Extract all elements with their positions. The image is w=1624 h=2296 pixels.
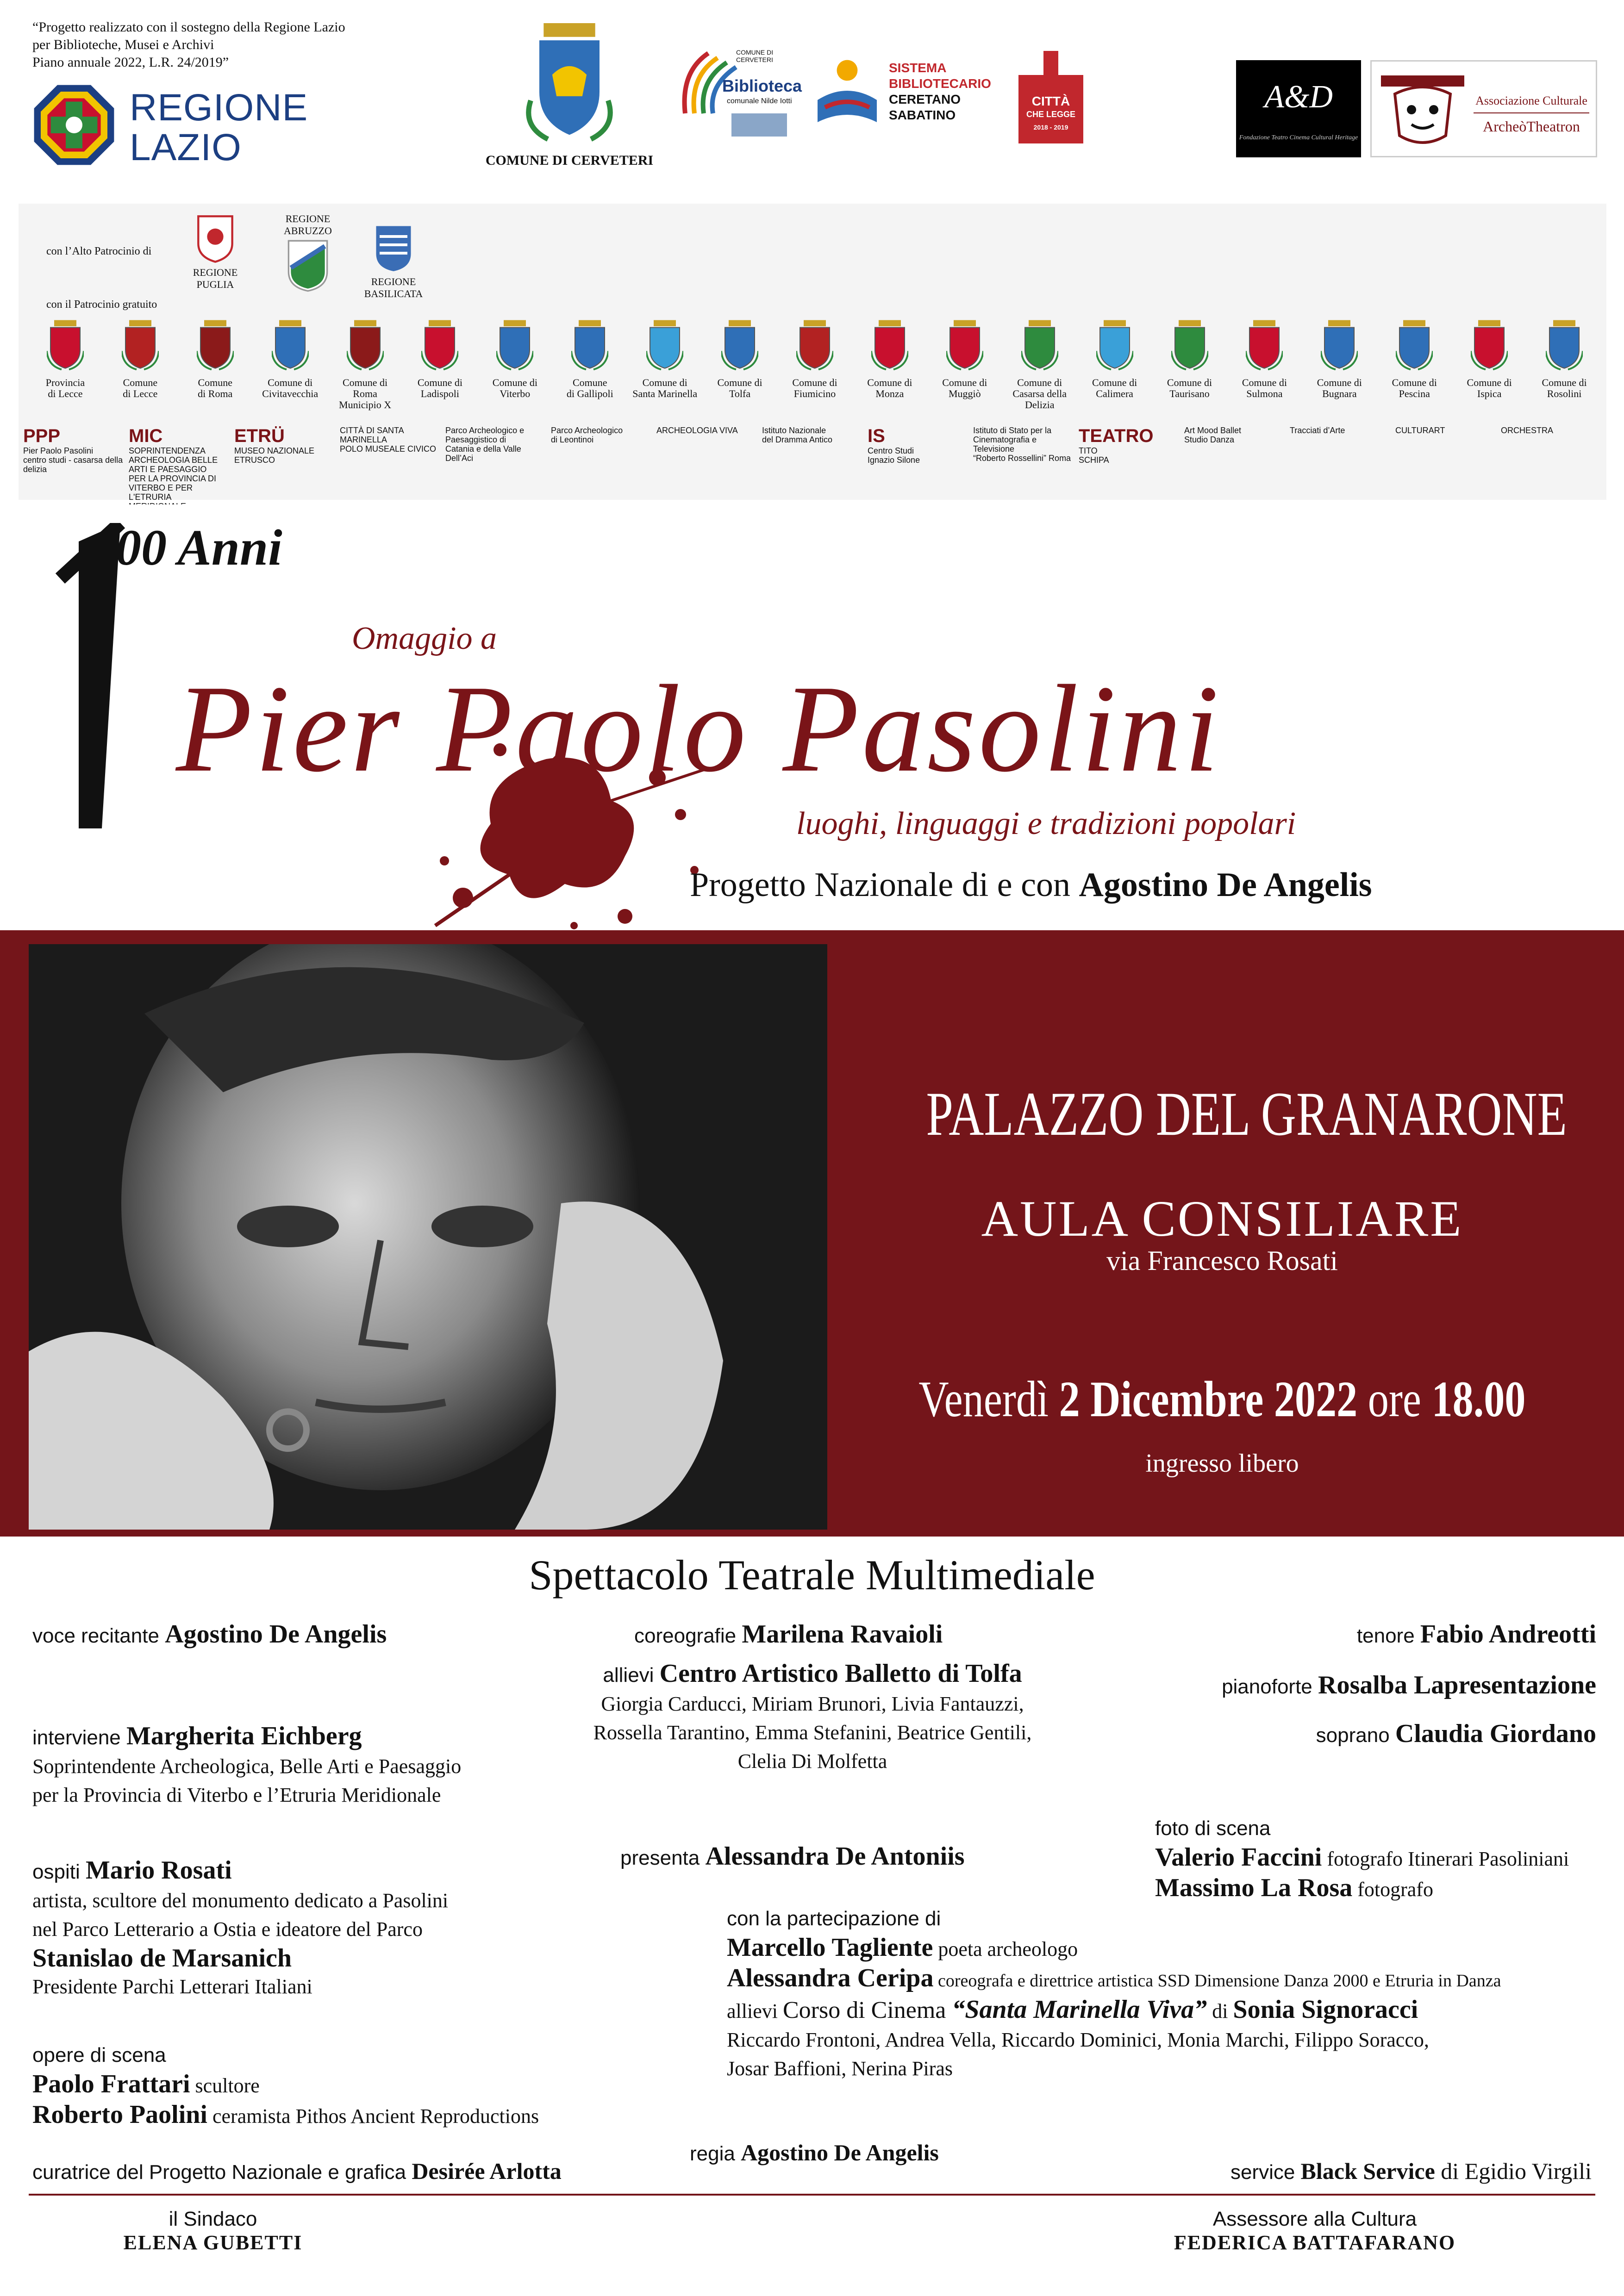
comune-cerveteri-logo bbox=[463, 19, 676, 171]
comune-line-1: Comune di bbox=[268, 377, 313, 388]
part3-name: Sonia Signoracci bbox=[1233, 1995, 1418, 2024]
institution-sub: Tracciati d’Arte bbox=[1290, 426, 1345, 435]
soprano-name: Claudia Giordano bbox=[1395, 1719, 1596, 1748]
comune-line-2: Pescina bbox=[1399, 388, 1430, 399]
date-ore: ore bbox=[1357, 1371, 1432, 1427]
comune-line-2: Calimera bbox=[1096, 388, 1133, 399]
cerveteri-crest-icon bbox=[525, 23, 613, 143]
ospiti-role: ospiti bbox=[32, 1860, 86, 1883]
foto1-desc: fotografo Itinerari Pasoliniani bbox=[1322, 1848, 1569, 1870]
comune-crest-icon bbox=[347, 319, 384, 370]
comune-crest-icon bbox=[721, 319, 758, 370]
sindaco-title: il Sindaco bbox=[169, 2208, 257, 2230]
credit-line-1: “Progetto realizzato con il sostegno della Regione Lazio bbox=[32, 19, 345, 35]
institution-sub2: Studio Danza bbox=[1184, 435, 1235, 444]
comune-line-2: Sulmona bbox=[1246, 388, 1283, 399]
comune-badge bbox=[31, 319, 100, 399]
institution-sub: Istituto di Stato per la Cinematografia e Televisione bbox=[973, 426, 1052, 454]
credit-voce bbox=[32, 1620, 387, 1650]
comune-badge bbox=[1530, 319, 1599, 399]
credit-foto bbox=[1155, 1814, 1569, 1904]
comune-crest-icon bbox=[47, 319, 84, 370]
progetto-author: Agostino De Angelis bbox=[1079, 866, 1372, 904]
comune-line-1: Comune di bbox=[1242, 377, 1287, 388]
institution-sub2: “Roberto Rossellini” Roma bbox=[973, 454, 1071, 463]
biblioteca-top-label: COMUNE DI CERVETERI bbox=[736, 49, 774, 63]
opere-role: opere di scena bbox=[32, 2044, 166, 2066]
comune-badge bbox=[181, 319, 250, 399]
venue-palazzo: PALAZZO DEL GRANARONE bbox=[926, 1080, 1567, 1149]
piano-role: pianoforte bbox=[1222, 1675, 1318, 1698]
comune-line-1: Comune di bbox=[492, 377, 537, 388]
institution-sub: ARCHEOLOGIA VIVA bbox=[656, 426, 738, 435]
patrocinio-gratuito-label: con il Patrocinio gratuito bbox=[46, 299, 157, 311]
comune-line-2: Ladispoli bbox=[420, 388, 460, 399]
institution-logo bbox=[973, 426, 1073, 486]
abruzzo-crest-icon bbox=[285, 237, 331, 292]
institution-title: IS bbox=[868, 426, 885, 446]
institution-sub2: di Leontinoi bbox=[551, 435, 594, 444]
biblioteca-name: Biblioteca bbox=[722, 76, 802, 95]
institution-sub2: PER LA PROVINCIA DI VITERBO E PER L'ETRURIA bbox=[129, 474, 217, 502]
comune-badge bbox=[555, 319, 625, 399]
comune-line-2: Santa Marinella bbox=[632, 388, 698, 399]
institution-logo bbox=[868, 426, 968, 486]
comune-line-1: Comune bbox=[123, 377, 158, 388]
credit-ospiti bbox=[32, 1856, 448, 2001]
comune-line-2: Monza bbox=[875, 388, 904, 399]
interviene-role: interviene bbox=[32, 1726, 127, 1749]
comune-crest-icon bbox=[1021, 319, 1058, 370]
comune-badge bbox=[331, 319, 400, 411]
institution-sub: CULTURART bbox=[1395, 426, 1445, 435]
comune-cerveteri-label: COMUNE DI CERVETERI bbox=[485, 153, 654, 168]
part3-list-2: Josar Baffioni, Nerina Piras bbox=[727, 2057, 953, 2080]
archeo-line-2: ArcheòTheatron bbox=[1483, 118, 1580, 135]
comune-line-1: Comune di bbox=[1017, 377, 1062, 388]
institution-logo bbox=[762, 426, 862, 486]
comune-crest-icon bbox=[1246, 319, 1283, 370]
foto2-desc: fotografo bbox=[1352, 1878, 1433, 1901]
comune-line-1: Comune di bbox=[1392, 377, 1437, 388]
institution-logo bbox=[1079, 426, 1179, 486]
institutions-row bbox=[23, 426, 1606, 502]
institution-title: ETRÜ bbox=[234, 426, 285, 446]
comune-line-2: Rosolini bbox=[1547, 388, 1582, 399]
allievi-name: Centro Artistico Balletto di Tolfa bbox=[659, 1659, 1022, 1688]
comune-line-2: di Roma bbox=[198, 388, 233, 399]
subtitle: luoghi, linguaggi e tradizioni popolari bbox=[796, 806, 1296, 841]
archeo-divider bbox=[1474, 112, 1589, 113]
service-role: service bbox=[1230, 2161, 1301, 2184]
comune-crest-icon bbox=[1096, 319, 1133, 370]
comune-line-2: Tolfa bbox=[729, 388, 751, 399]
theatre-mask-icon bbox=[1376, 71, 1469, 149]
biblioteca-logo bbox=[676, 44, 802, 146]
institution-sub: Istituto Nazionale bbox=[762, 426, 826, 435]
part3-di: di bbox=[1207, 2000, 1233, 2022]
ad-foundation-logo bbox=[1236, 60, 1361, 157]
opere2-name: Roberto Paolini bbox=[32, 2100, 207, 2129]
regione-lazio-emblem-icon bbox=[32, 83, 116, 167]
progetto-prefix: Progetto Nazionale di e con bbox=[690, 866, 1079, 904]
voce-role: voce recitante bbox=[32, 1624, 165, 1647]
comune-crest-icon bbox=[646, 319, 683, 370]
bottom-divider bbox=[29, 2194, 1595, 2196]
institution-logo bbox=[445, 426, 545, 486]
comune-badge bbox=[1380, 319, 1449, 399]
part2-name: Alessandra Ceripa bbox=[727, 1964, 934, 1992]
progetto-line bbox=[690, 865, 1372, 905]
institution-logo bbox=[23, 426, 123, 486]
comune-badge bbox=[256, 319, 325, 399]
comune-badge bbox=[630, 319, 700, 399]
archeo-line-1: Associazione Culturale bbox=[1475, 94, 1587, 107]
institution-logo bbox=[340, 426, 440, 486]
citta-years: 2018 - 2019 bbox=[1033, 124, 1068, 131]
comune-line-1: Comune bbox=[573, 377, 607, 388]
allievi-list-3: Clelia Di Molfetta bbox=[737, 1750, 887, 1773]
comune-line-1: Comune di bbox=[717, 377, 762, 388]
partecipazione-role: con la partecipazione di bbox=[727, 1907, 941, 1930]
comune-badge bbox=[480, 319, 550, 399]
institution-logo bbox=[1395, 426, 1495, 486]
comune-line-1: Comune di bbox=[867, 377, 912, 388]
comune-crest-icon bbox=[496, 319, 533, 370]
opere2-desc: ceramista Pithos Ancient Reproductions bbox=[207, 2105, 539, 2128]
ad-initials: A&D bbox=[1264, 79, 1333, 115]
event-date bbox=[911, 1370, 1534, 1429]
comune-badge bbox=[780, 319, 849, 399]
part3-course: Corso di Cinema bbox=[782, 1997, 952, 2023]
comune-badge bbox=[1005, 319, 1074, 411]
biblioteca-sub: comunale Nilde Iotti bbox=[727, 97, 792, 105]
foto1-name: Valerio Faccini bbox=[1155, 1843, 1322, 1872]
comune-line-1: Comune di bbox=[942, 377, 987, 388]
regione-lazio-name bbox=[130, 88, 308, 168]
comune-line-1: Comune di bbox=[792, 377, 837, 388]
allievi-list-2: Rossella Tarantino, Emma Stefanini, Beatrice Gentili, bbox=[593, 1721, 1032, 1744]
comune-badge bbox=[930, 319, 999, 399]
regia-role: regia bbox=[690, 2142, 741, 2165]
comune-crest-icon bbox=[1396, 319, 1433, 370]
comune-badge bbox=[1230, 319, 1299, 399]
pasolini-title: Pier Paolo Pasolini bbox=[176, 660, 1222, 798]
service-desc: di Egidio Virgili bbox=[1435, 2158, 1592, 2184]
comune-line-2: di Lecce bbox=[48, 388, 83, 399]
sindaco-name: ELENA GUBETTI bbox=[123, 2231, 303, 2254]
signature-sindaco bbox=[83, 2208, 343, 2254]
allievi-list-1: Giorgia Carducci, Miriam Brunori, Livia Fantauzzi, bbox=[601, 1692, 1024, 1715]
interviene-desc-1: Soprintendente Archeologica, Belle Arti e Paesaggio bbox=[32, 1755, 462, 1778]
part3-list-1: Riccardo Frontoni, Andrea Vella, Riccardo Dominici, Monia Marchi, Filippo Soracco, bbox=[727, 2028, 1429, 2051]
pasolini-portrait-photo bbox=[29, 944, 827, 1530]
book-person-icon bbox=[810, 56, 884, 130]
institution-sub2: centro studi - casarsa della delizia bbox=[23, 455, 123, 474]
comune-crest-icon bbox=[571, 319, 608, 370]
institution-sub: SOPRINTENDENZA ARCHEOLOGIA BELLE ARTI E PAESAGGIO bbox=[129, 446, 218, 474]
credit-tenore bbox=[1357, 1620, 1596, 1650]
sistema-line-4: SABATINO bbox=[889, 108, 956, 122]
comune-badge bbox=[405, 319, 475, 399]
institution-logo bbox=[234, 426, 334, 486]
institution-sub: CITTÀ DI SANTA MARINELLA bbox=[340, 426, 404, 444]
comune-line-1: Comune di Roma bbox=[342, 377, 388, 399]
comune-line-2: Taurisano bbox=[1169, 388, 1210, 399]
institution-logo bbox=[551, 426, 651, 486]
comune-crest-icon bbox=[1321, 319, 1358, 370]
opere1-desc: scultore bbox=[190, 2074, 260, 2097]
comune-line-2: Civitavecchia bbox=[262, 388, 319, 399]
institution-logo bbox=[656, 426, 756, 486]
ad-tagline: Fondazione Teatro Cinema Cultural Heritage bbox=[1239, 134, 1358, 141]
lazio-word: LAZIO bbox=[130, 126, 242, 168]
part1-name: Marcello Tagliente bbox=[727, 1933, 933, 1962]
institution-sub2: POLO MUSEALE CIVICO bbox=[340, 444, 437, 454]
comune-badge bbox=[1455, 319, 1524, 399]
comune-crest-icon bbox=[122, 319, 159, 370]
foto-role: foto di scena bbox=[1155, 1817, 1271, 1840]
alto-patrocinio-label: con l’Alto Patrocinio di bbox=[46, 245, 152, 257]
comune-line-2: Ispica bbox=[1477, 388, 1502, 399]
credit-presenta bbox=[620, 1842, 965, 1873]
ingresso-libero: ingresso libero bbox=[1145, 1449, 1299, 1478]
institution-sub: ORCHESTRA bbox=[1501, 426, 1554, 435]
institution-sub: MUSEO NAZIONALE ETRUSCO bbox=[234, 446, 315, 465]
institution-sub2: SCHIPA bbox=[1079, 455, 1109, 465]
archeo-banner: ARCHEOTHEATRON bbox=[1399, 70, 1444, 75]
comune-line-2: Municipio X bbox=[339, 399, 392, 411]
comune-line-2: di Lecce bbox=[123, 388, 158, 399]
omaggio-label: Omaggio a bbox=[352, 621, 497, 656]
date-day: Venerdì bbox=[918, 1371, 1059, 1427]
credit-regia bbox=[690, 2138, 939, 2168]
comune-badge bbox=[855, 319, 924, 399]
credit-pianoforte bbox=[1222, 1671, 1596, 1701]
comune-badge bbox=[106, 319, 175, 399]
comune-line-1: Provincia bbox=[45, 377, 85, 388]
comune-crest-icon bbox=[421, 319, 458, 370]
opere1-name: Paolo Frattari bbox=[32, 2070, 190, 2098]
credit-coreografie bbox=[634, 1620, 943, 1650]
part2-desc: coreografa e direttrice artistica SSD Dimensione Danza 2000 e Etruria in Danza bbox=[933, 1971, 1501, 1991]
comune-line-1: Comune di bbox=[1467, 377, 1512, 388]
part1-desc: poeta archeologo bbox=[933, 1938, 1078, 1960]
ospiti2-desc: Presidente Parchi Letterari Italiani bbox=[32, 1975, 312, 1998]
comune-crest-icon bbox=[1171, 319, 1208, 370]
ospiti-desc-2: nel Parco Letterario a Ostia e ideatore del Parco bbox=[32, 1918, 423, 1941]
credit-partecipazione bbox=[727, 1904, 1501, 2083]
basilicata-crest-icon bbox=[373, 222, 414, 273]
assessore-name: FEDERICA BATTAFARANO bbox=[1174, 2231, 1456, 2254]
portrait-image bbox=[29, 944, 827, 1530]
credit-line-3: Piano annuale 2022, L.R. 24/2019” bbox=[32, 55, 229, 70]
comune-line-1: Comune di bbox=[417, 377, 463, 388]
puglia-crest-icon bbox=[194, 213, 236, 264]
piano-name: Rosalba Lapresentazione bbox=[1318, 1671, 1596, 1699]
comune-crest-icon bbox=[871, 319, 908, 370]
institution-logo bbox=[1290, 426, 1390, 486]
presenta-role: presenta bbox=[620, 1847, 706, 1869]
interviene-desc-2: per la Provincia di Viterbo e l’Etruria Meridionale bbox=[32, 1784, 441, 1806]
service-name: Black Service bbox=[1300, 2158, 1435, 2184]
comune-line-2: Muggiò bbox=[948, 388, 981, 399]
credit-curatrice bbox=[32, 2157, 562, 2187]
part3-title: “Santa Marinella Viva” bbox=[952, 1995, 1207, 2024]
part3-prefix: allievi bbox=[727, 2000, 783, 2022]
institution-sub: Pier Paolo Pasolini bbox=[23, 446, 94, 455]
institution-logo bbox=[129, 426, 229, 502]
comune-badge bbox=[1155, 319, 1224, 399]
comune-crest-icon bbox=[197, 319, 234, 370]
institution-title: PPP bbox=[23, 426, 61, 446]
venue-address: via Francesco Rosati bbox=[1106, 1245, 1338, 1276]
comune-badge bbox=[1080, 319, 1149, 399]
institution-sub2: del Dramma Antico bbox=[762, 435, 833, 444]
ospiti-name: Mario Rosati bbox=[85, 1856, 232, 1885]
venue-aula: AULA CONSILIARE bbox=[981, 1190, 1463, 1247]
comune-line-2: Viterbo bbox=[500, 388, 531, 399]
comune-line-1: Comune di bbox=[1542, 377, 1587, 388]
credit-soprano bbox=[1316, 1719, 1596, 1750]
comune-crest-icon bbox=[796, 319, 833, 370]
ospiti-desc-1: artista, scultore del monumento dedicato a Pasolini bbox=[32, 1889, 449, 1912]
institution-sub: TITO bbox=[1079, 446, 1098, 455]
comune-crest-icon bbox=[1471, 319, 1508, 370]
credit-line-2: per Biblioteche, Musei e Archivi bbox=[32, 37, 214, 52]
tenore-name: Fabio Andreotti bbox=[1420, 1620, 1596, 1649]
credit-service bbox=[1230, 2157, 1592, 2187]
presenta-name: Alessandra De Antoniis bbox=[705, 1842, 965, 1871]
comuni-patronage-row bbox=[28, 319, 1602, 421]
regione-basilicata-badge bbox=[361, 222, 426, 300]
citta-word: CITTÀ bbox=[1031, 94, 1070, 108]
comune-line-1: Comune bbox=[198, 377, 233, 388]
coreo-role: coreografie bbox=[634, 1624, 742, 1647]
regione-abruzzo-label: REGIONE ABRUZZO bbox=[284, 213, 332, 236]
institution-sub2: Catania e della Valle Dell’Aci bbox=[445, 444, 521, 463]
date-time: 18.00 bbox=[1431, 1371, 1526, 1427]
sistema-line-2: BIBLIOTECARIO bbox=[889, 76, 991, 91]
institution-title: TEATRO bbox=[1079, 426, 1154, 446]
regione-abruzzo-badge bbox=[273, 213, 343, 295]
regione-puglia-label: REGIONE PUGLIA bbox=[193, 267, 238, 290]
curatrice-name: Desirée Arlotta bbox=[412, 2158, 562, 2184]
regione-puglia-badge bbox=[185, 213, 245, 291]
institution-sub: Centro Studi bbox=[868, 446, 914, 455]
sistema-line-3: CERETANO bbox=[889, 92, 961, 106]
institution-sub: Art Mood Ballet bbox=[1184, 426, 1242, 435]
institution-title: MIC bbox=[129, 426, 163, 446]
regione-word: REGIONE bbox=[130, 87, 308, 129]
voce-name: Agostino De Angelis bbox=[165, 1620, 387, 1649]
sistema-line-1: SISTEMA bbox=[889, 61, 947, 75]
comune-line-1: Comune di bbox=[642, 377, 687, 388]
comune-line-2: di Gallipoli bbox=[566, 388, 613, 399]
allievi-role: allievi bbox=[603, 1664, 660, 1686]
comune-crest-icon bbox=[1546, 319, 1583, 370]
comune-badge bbox=[1305, 319, 1374, 399]
citta-che-legge-logo bbox=[1014, 51, 1088, 143]
institution-sub2: Ignazio Silone bbox=[868, 455, 920, 465]
tenore-role: tenore bbox=[1356, 1624, 1420, 1647]
interviene-name: Margherita Eichberg bbox=[126, 1722, 362, 1750]
comune-line-1: Comune di bbox=[1167, 377, 1212, 388]
show-heading: Spettacolo Teatrale Multimediale bbox=[529, 1551, 1095, 1599]
coreo-name: Marilena Ravaioli bbox=[742, 1620, 943, 1649]
regia-name: Agostino De Angelis bbox=[741, 2140, 939, 2165]
comune-crest-icon bbox=[946, 319, 983, 370]
institution-logo bbox=[1501, 426, 1601, 486]
comune-line-2: Casarsa della Delizia bbox=[1012, 388, 1067, 411]
sistema-bibliotecario-logo bbox=[810, 56, 991, 134]
credit-allievi bbox=[565, 1659, 1060, 1776]
assessore-title: Assessore alla Cultura bbox=[1212, 2208, 1417, 2230]
curatrice-role: curatrice del Progetto Nazionale e grafica bbox=[32, 2161, 412, 2184]
funding-credit bbox=[32, 19, 384, 71]
anni-label: 00 Anni bbox=[116, 519, 282, 576]
ospiti2-name: Stanislao de Marsanich bbox=[32, 1944, 292, 1972]
regione-basilicata-label: REGIONE BASILICATA bbox=[364, 276, 423, 299]
signature-assessore bbox=[1139, 2208, 1491, 2254]
foto2-name: Massimo La Rosa bbox=[1155, 1873, 1353, 1902]
credit-opere bbox=[32, 2041, 539, 2131]
institution-logo bbox=[1184, 426, 1284, 486]
comune-badge bbox=[705, 319, 775, 399]
credit-interviene bbox=[32, 1722, 461, 1810]
comune-line-2: Bugnara bbox=[1322, 388, 1357, 399]
comune-crest-icon bbox=[272, 319, 309, 370]
comune-line-1: Comune di bbox=[1317, 377, 1362, 388]
che-legge-word: CHE LEGGE bbox=[1026, 110, 1075, 119]
date-value: 2 Dicembre 2022 bbox=[1059, 1371, 1358, 1427]
institution-sub: Parco Archeologico bbox=[551, 426, 623, 435]
comune-line-2: Fiumicino bbox=[793, 388, 836, 399]
institution-sub: Parco Archeologico e Paesaggistico di bbox=[445, 426, 525, 444]
comune-line-1: Comune di bbox=[1092, 377, 1137, 388]
soprano-role: soprano bbox=[1316, 1724, 1395, 1747]
archeotheatron-logo bbox=[1370, 60, 1597, 157]
